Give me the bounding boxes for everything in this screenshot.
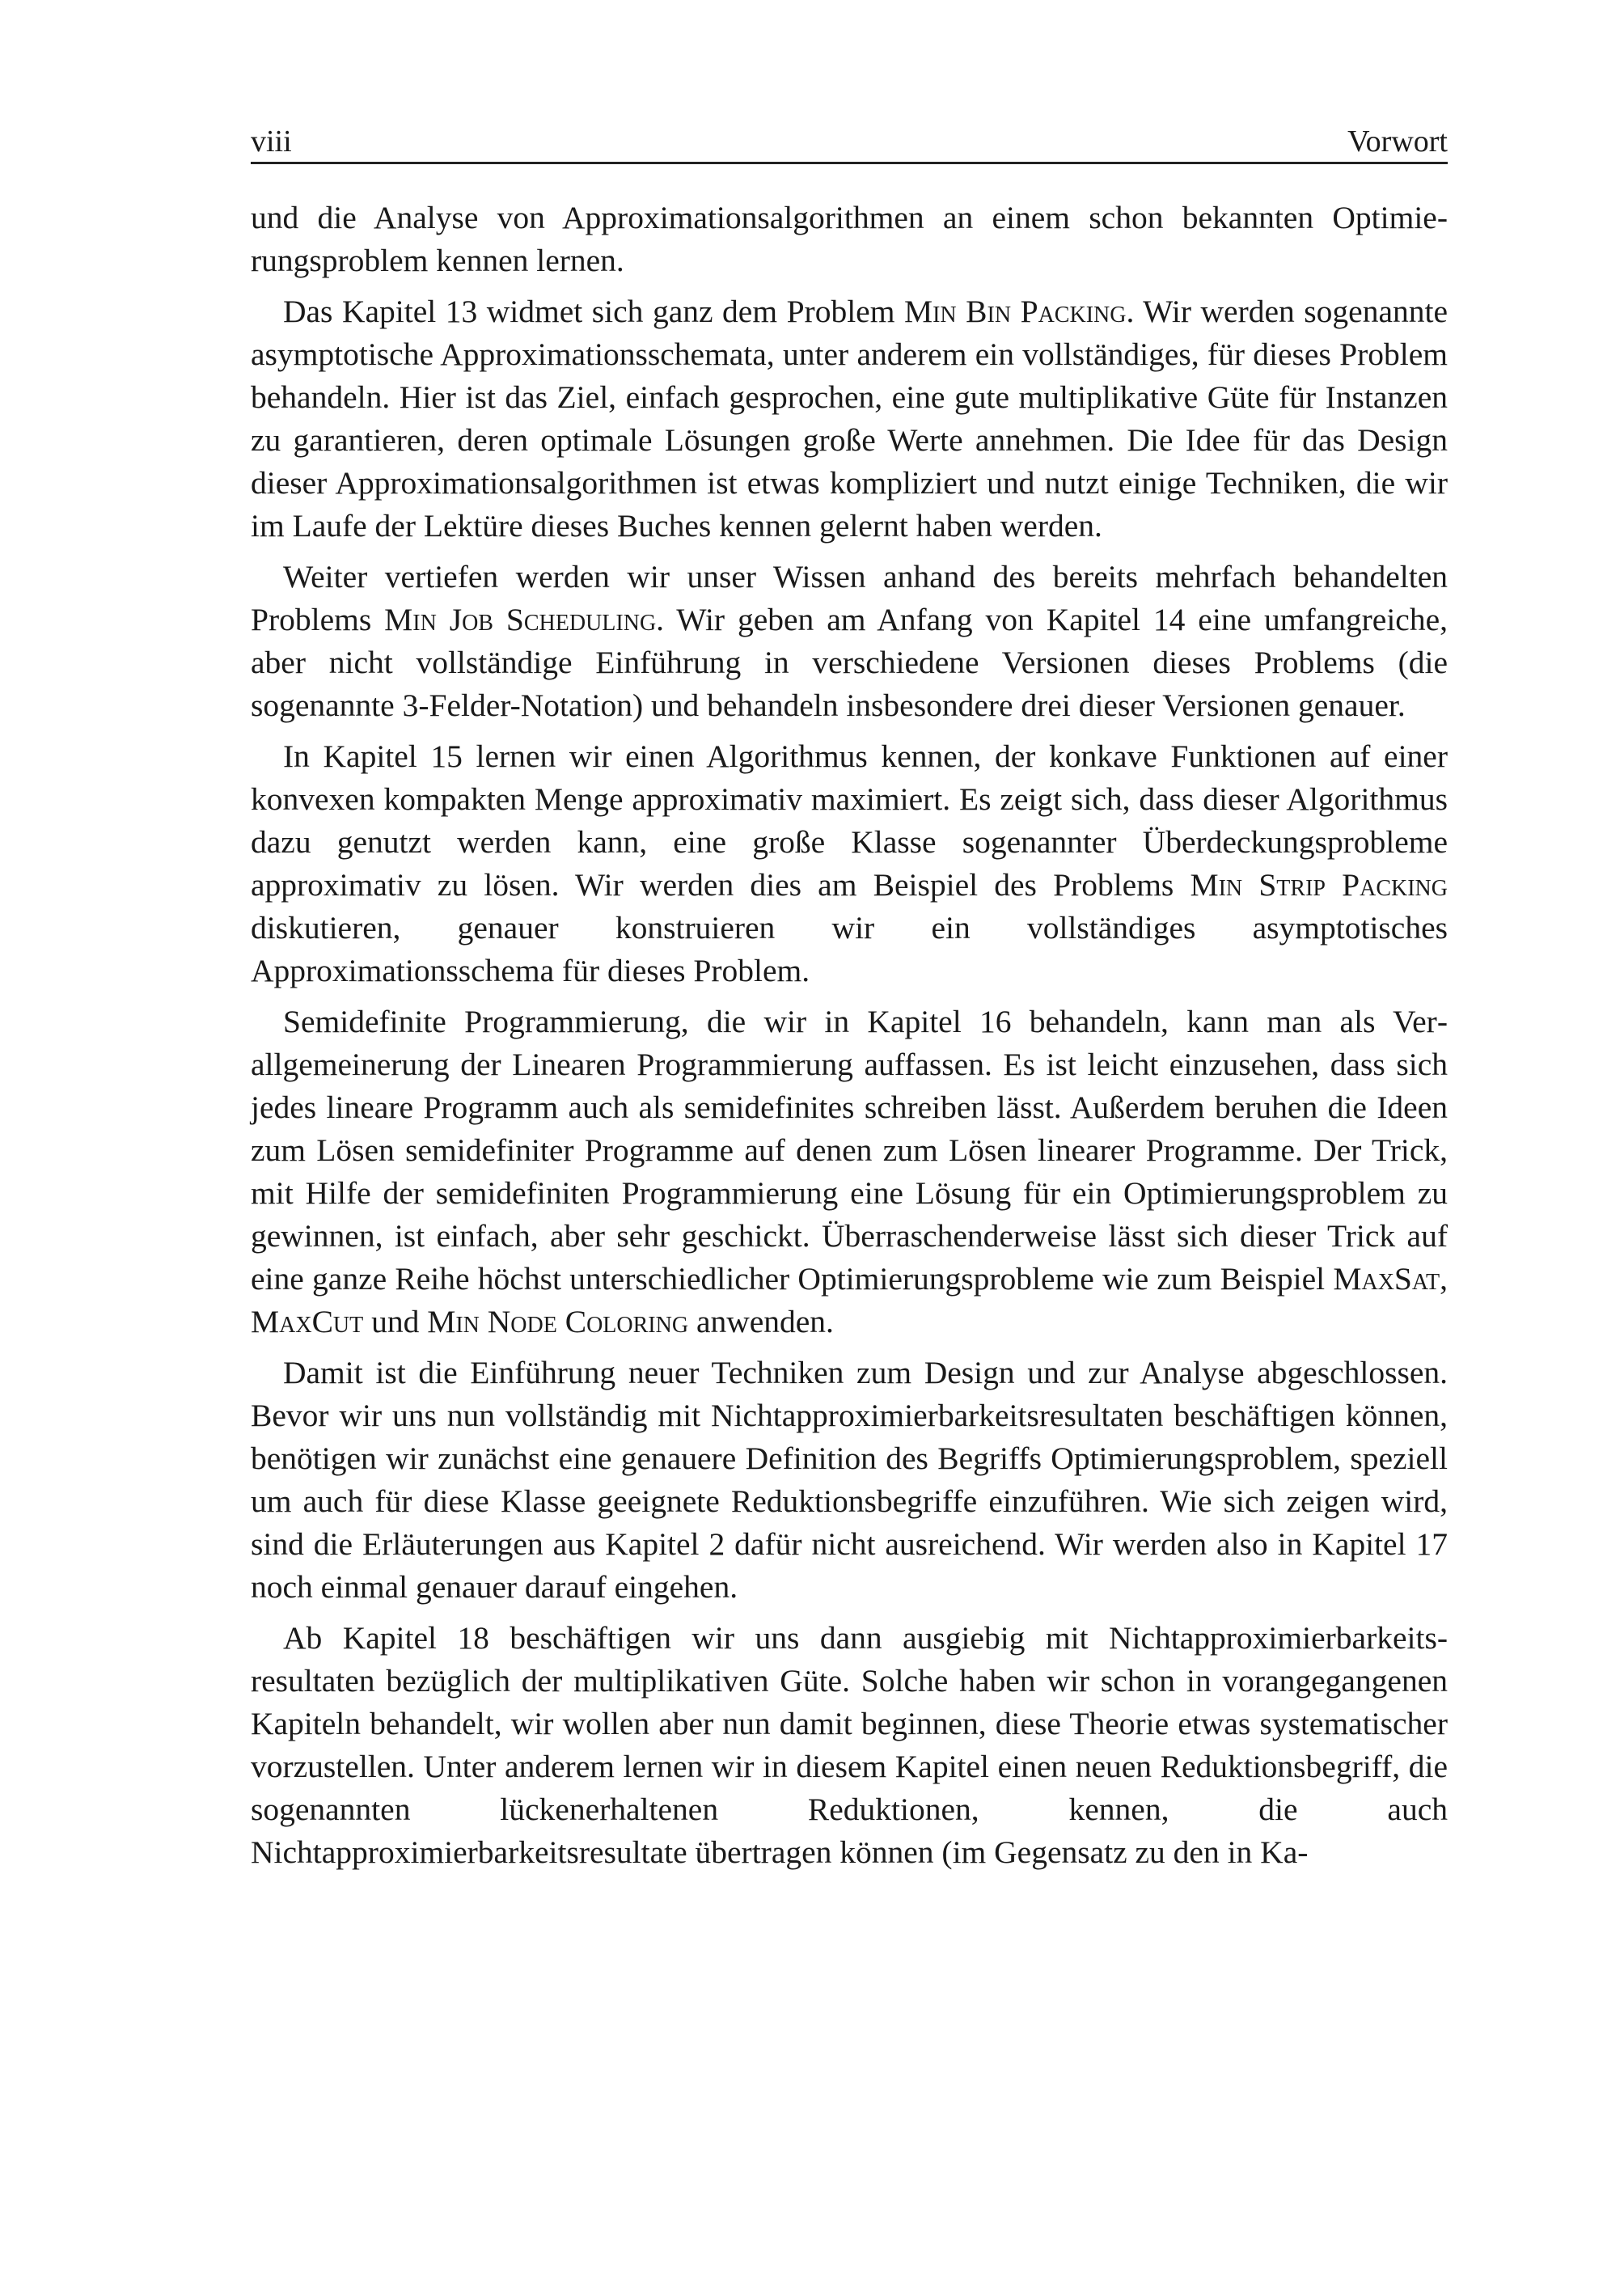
text-run: In Kapitel 15 lernen wir einen Algorithmus kennen, der konkave Funktionen auf einer konvexen kompakten Menge approximativ maximiert. Es zeigt sich, dass dieser Algorithmus dazu genutzt werden kann, eine große Klasse sogenannter Überdeckungsprobleme approximativ zu lösen. Wir werden dies am Beispiel des Problems (251, 738, 1448, 903)
text-run: , (1440, 1261, 1448, 1297)
paragraph (251, 1617, 1448, 1874)
problem-name: Min Node Coloring (427, 1304, 689, 1339)
paragraph (251, 1001, 1448, 1343)
problem-name: MaxCut (251, 1304, 364, 1339)
body-text (251, 197, 1448, 1874)
running-title: Vorwort (1347, 125, 1448, 159)
text-run: Damit ist die Einführung neuer Techniken zum Design und zur Analyse abgeschlossen. Bevor wir uns nun vollständig mit Nichtapproximierbarkeitsresultaten beschäftigen können, benötigen wir zunächst eine genauere Definition des Begriffs Optimierungsproblem, speziell um auch für diese Klasse geeignete Reduktionsbegriffe einzuführen. Wie sich zeigen wird, sind die Erläuterungen aus Kapitel 2 dafür nicht ausreichend. Wir werden also in Kapitel 17 noch einmal genauer darauf eingehen. (251, 1355, 1448, 1605)
paragraph (251, 1352, 1448, 1609)
problem-name: Min Job Scheduling (384, 602, 657, 637)
problem-name: Min Strip Packing (1190, 867, 1448, 903)
text-run: . Wir werden sogenannte asymptotische Approximationsschemata, unter anderem ein vollständiges, für dieses Problem behandeln. Hier ist das Ziel, einfach gesprochen, eine gute multiplikative Güte für Instanzen zu garantieren, deren optimale Lösungen große Werte annehmen. Die Idee für das Design dieser Approximationsalgorithmen ist etwas kompliziert und nutzt einige Techniken, die wir im Laufe der Lektüre dieses Buches kennen gelernt haben werden. (251, 294, 1448, 544)
text-run: und (363, 1304, 428, 1339)
text-run: diskutieren, genauer konstruieren wir ein vollständiges asymptotisches Approximationsschema für dieses Problem. (251, 910, 1448, 988)
problem-name: MaxSat (1333, 1261, 1440, 1297)
book-page (251, 113, 1448, 1874)
text-run: anwenden. (688, 1304, 834, 1339)
text-run: Ab Kapitel 18 beschäftigen wir uns dann ausgiebig mit Nichtapproximierbarkeitsresultaten bezüglich der multiplikativen Güte. Solche haben wir schon in vorangegangenen Kapiteln behandelt, wir wollen aber nun damit beginnen, diese Theorie etwas systematischer vorzustellen. Unter anderem lernen wir in diesem Kapitel einen neuen Reduktionsbegriff, die sogenannten lückenerhaltenen Reduktionen, kennen, die auch Nichtapproximierbarkeitsresultate übertragen können (im Gegensatz zu den in Ka- (251, 1620, 1448, 1870)
text-run: Semidefinite Programmierung, die wir in Kapitel 16 behandeln, kann man als Verallgemeinerung der Linearen Programmierung auffassen. Es ist leicht einzusehen, dass sich jedes lineare Programm auch als semidefinites schreiben lässt. Außerdem beruhen die Ideen zum Lösen semidefiniter Programme auf denen zum Lösen linearer Programme. Der Trick, mit Hilfe der semidefiniten Programmierung eine Lösung für ein Optimierungsproblem zu gewinnen, ist einfach, aber sehr geschickt. Überraschenderweise lässt sich dieser Trick auf eine ganze Reihe höchst unterschiedlicher Optimierungsprobleme wie zum Beispiel (251, 1004, 1448, 1297)
page-number: viii (251, 125, 292, 159)
text-run: und die Analyse von Approximationsalgorithmen an einem schon bekannten Optimierungsproblem kennen lernen. (251, 200, 1448, 278)
paragraph (251, 556, 1448, 727)
running-head (251, 113, 1448, 164)
paragraph (251, 735, 1448, 992)
paragraph (251, 290, 1448, 548)
text-run: . Wir geben am Anfang von Kapitel 14 eine umfangreiche, aber nicht vollständige Einführung in verschiedene Versionen dieses Problems (die sogenannte 3-Felder-Notation) und behandeln insbesondere drei dieser Versionen genauer. (251, 602, 1448, 723)
text-run: Das Kapitel 13 widmet sich ganz dem Problem (283, 294, 904, 329)
text-run: Weiter vertiefen werden wir unser Wissen anhand des bereits mehrfach behandelten Problems (251, 559, 1448, 637)
paragraph (251, 197, 1448, 282)
problem-name: Min Bin Packing (903, 294, 1127, 329)
